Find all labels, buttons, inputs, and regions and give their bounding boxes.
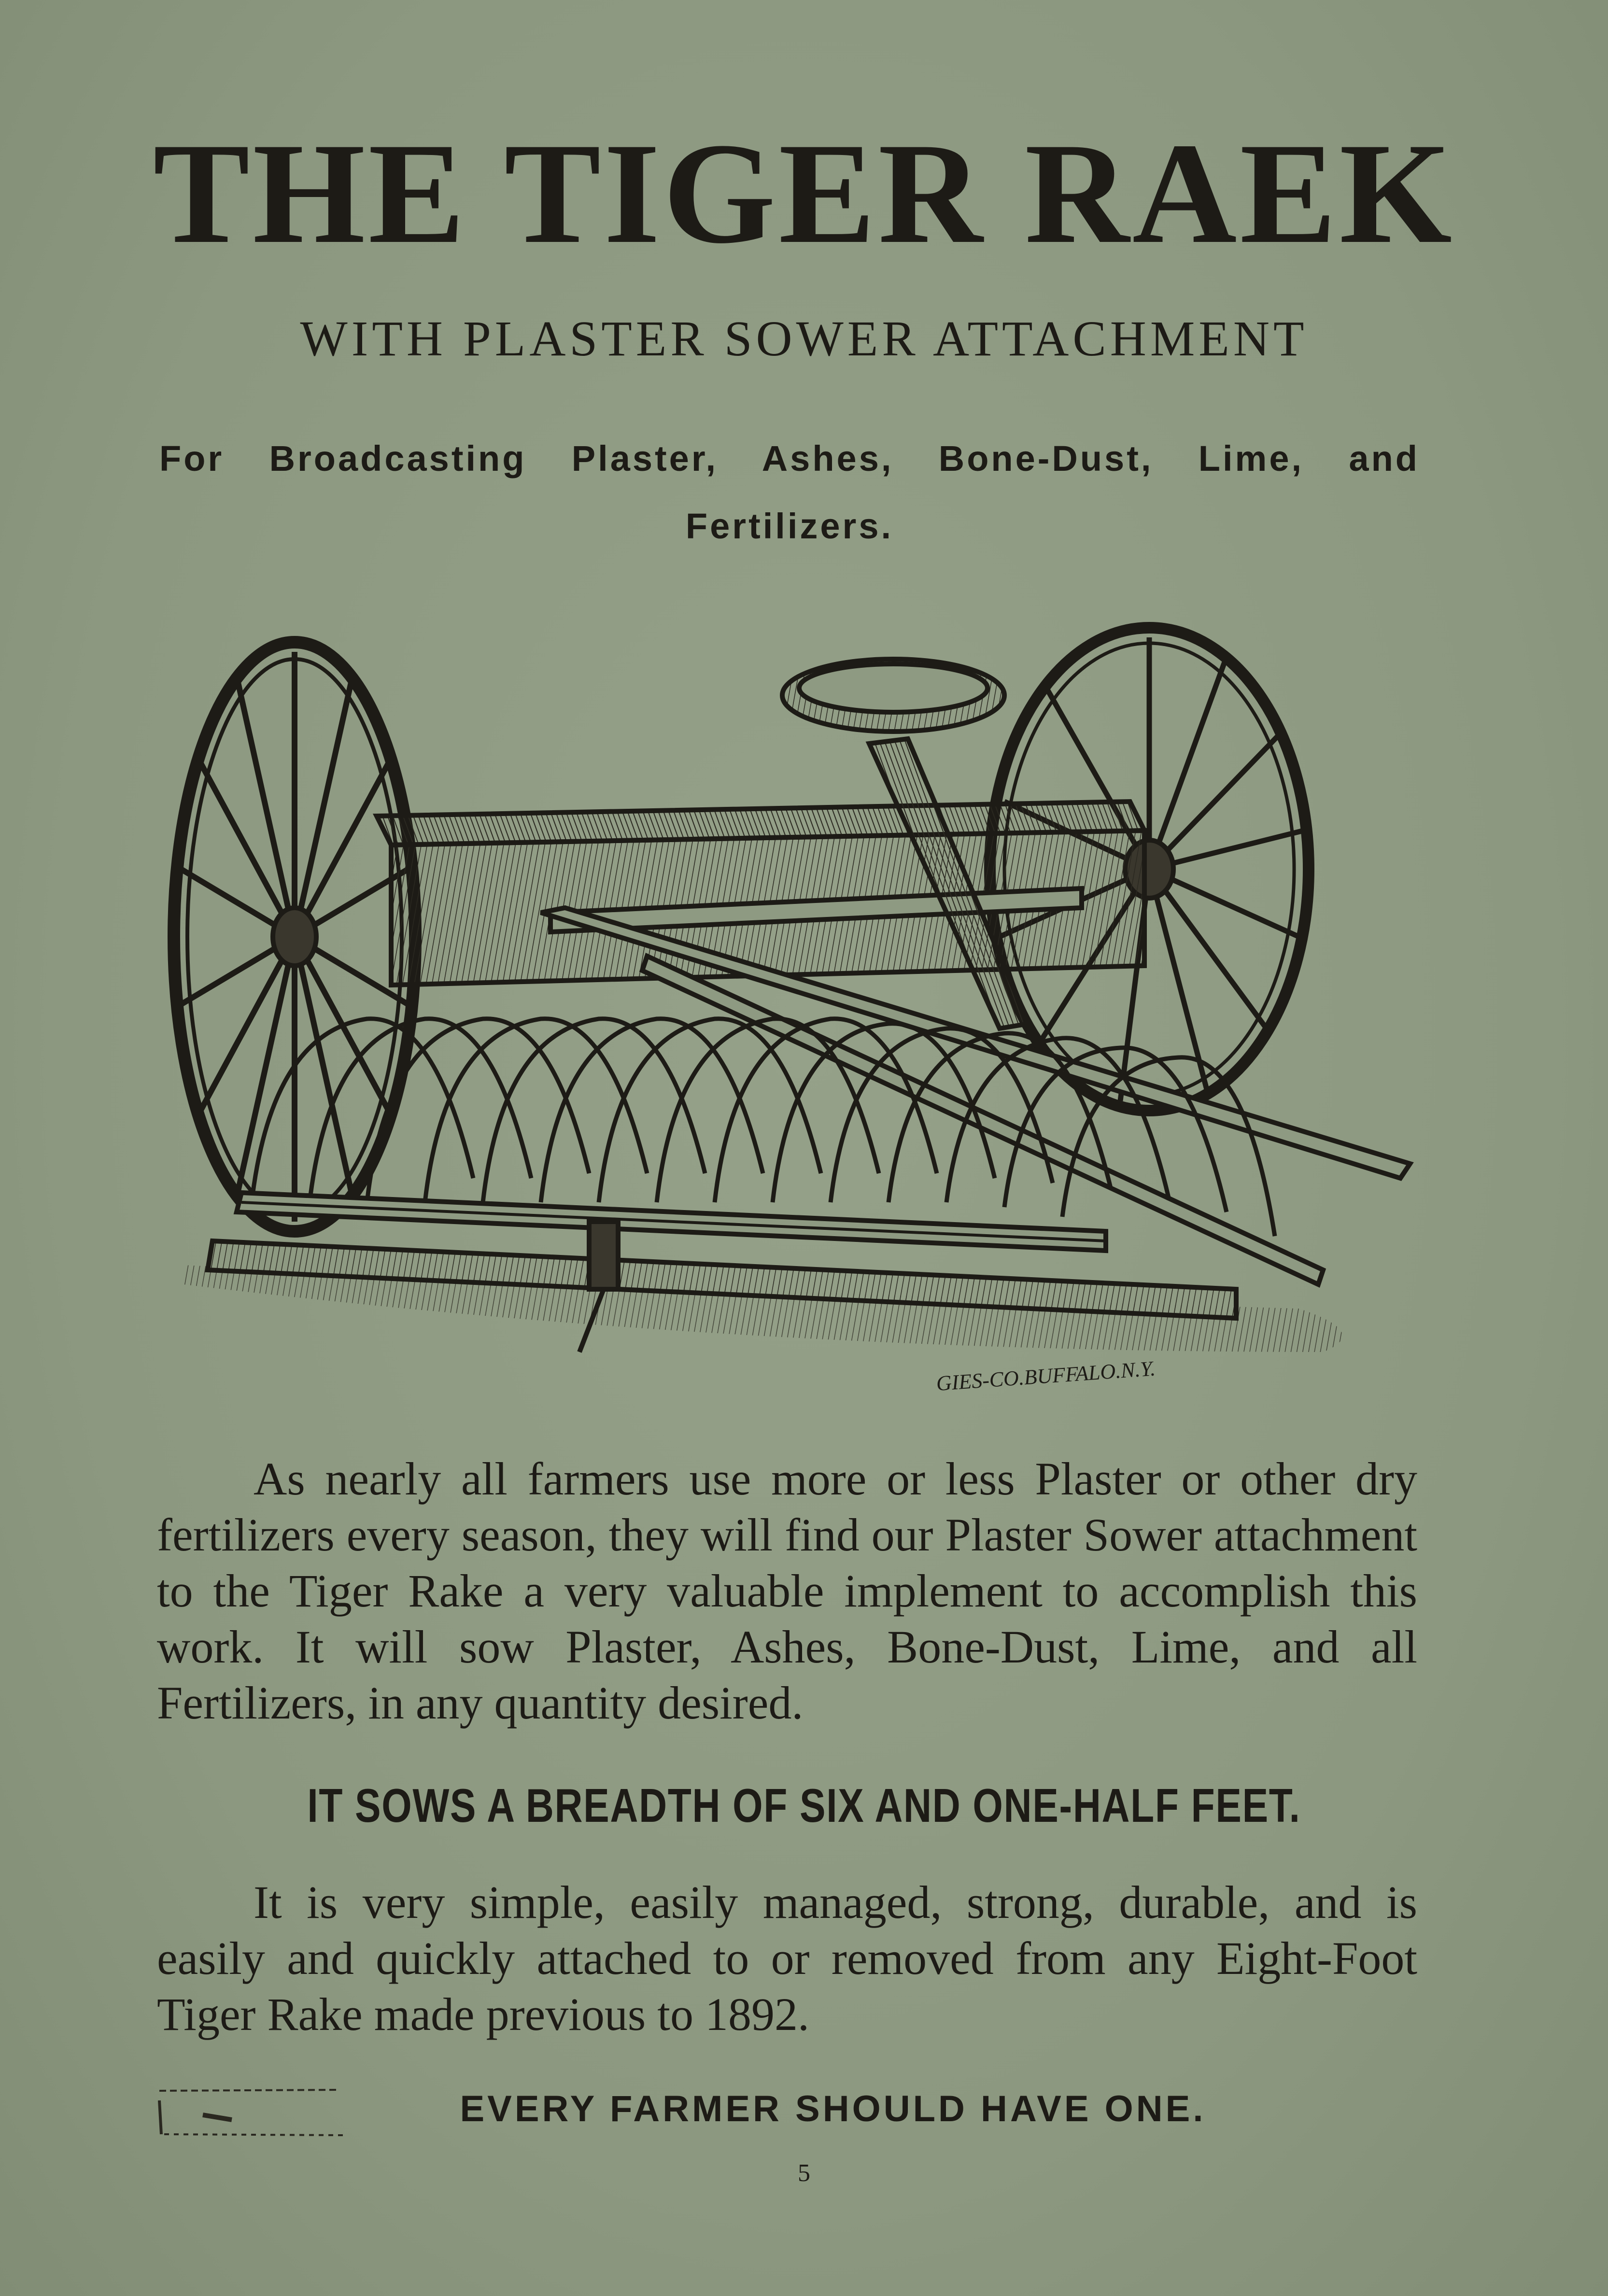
closing-line: EVERY FARMER SHOULD HAVE ONE. (460, 2088, 1206, 2129)
page-number: 5 (798, 2159, 810, 2187)
paragraph-2: It is very simple, easily managed, strong, durable, and is easily and quickly attached to or removed from any Eight-Foot Tiger Rake made previous to 1892. (157, 1876, 1417, 2040)
subtitle: WITH PLASTER SOWER ATTACHMENT (300, 311, 1308, 366)
for-line: For Broadcasting Plaster, Ashes, Bone-Dust, Lime, and Fertilizers. (159, 438, 1420, 546)
page-title: THE TIGER RAEK (153, 113, 1455, 273)
tiger-rake-engraving (164, 599, 1429, 1410)
engraver-credit: GIES-CO.BUFFALO.N.Y. (935, 1356, 1157, 1395)
paragraph-1: As nearly all farmers use more or less Plaster or other dry fertilizers every season, they will find our Plaster Sower attachment to the Tiger Rake a very valuable implement to accomplish this work. It will sow Plaster, Ashes, Bone-Dust, Lime, and all Fertilizers, in any quantity desired. (157, 1453, 1417, 1729)
headline-sows: IT SOWS A BREADTH OF SIX AND ONE-HALF FEET. (307, 1779, 1301, 1832)
